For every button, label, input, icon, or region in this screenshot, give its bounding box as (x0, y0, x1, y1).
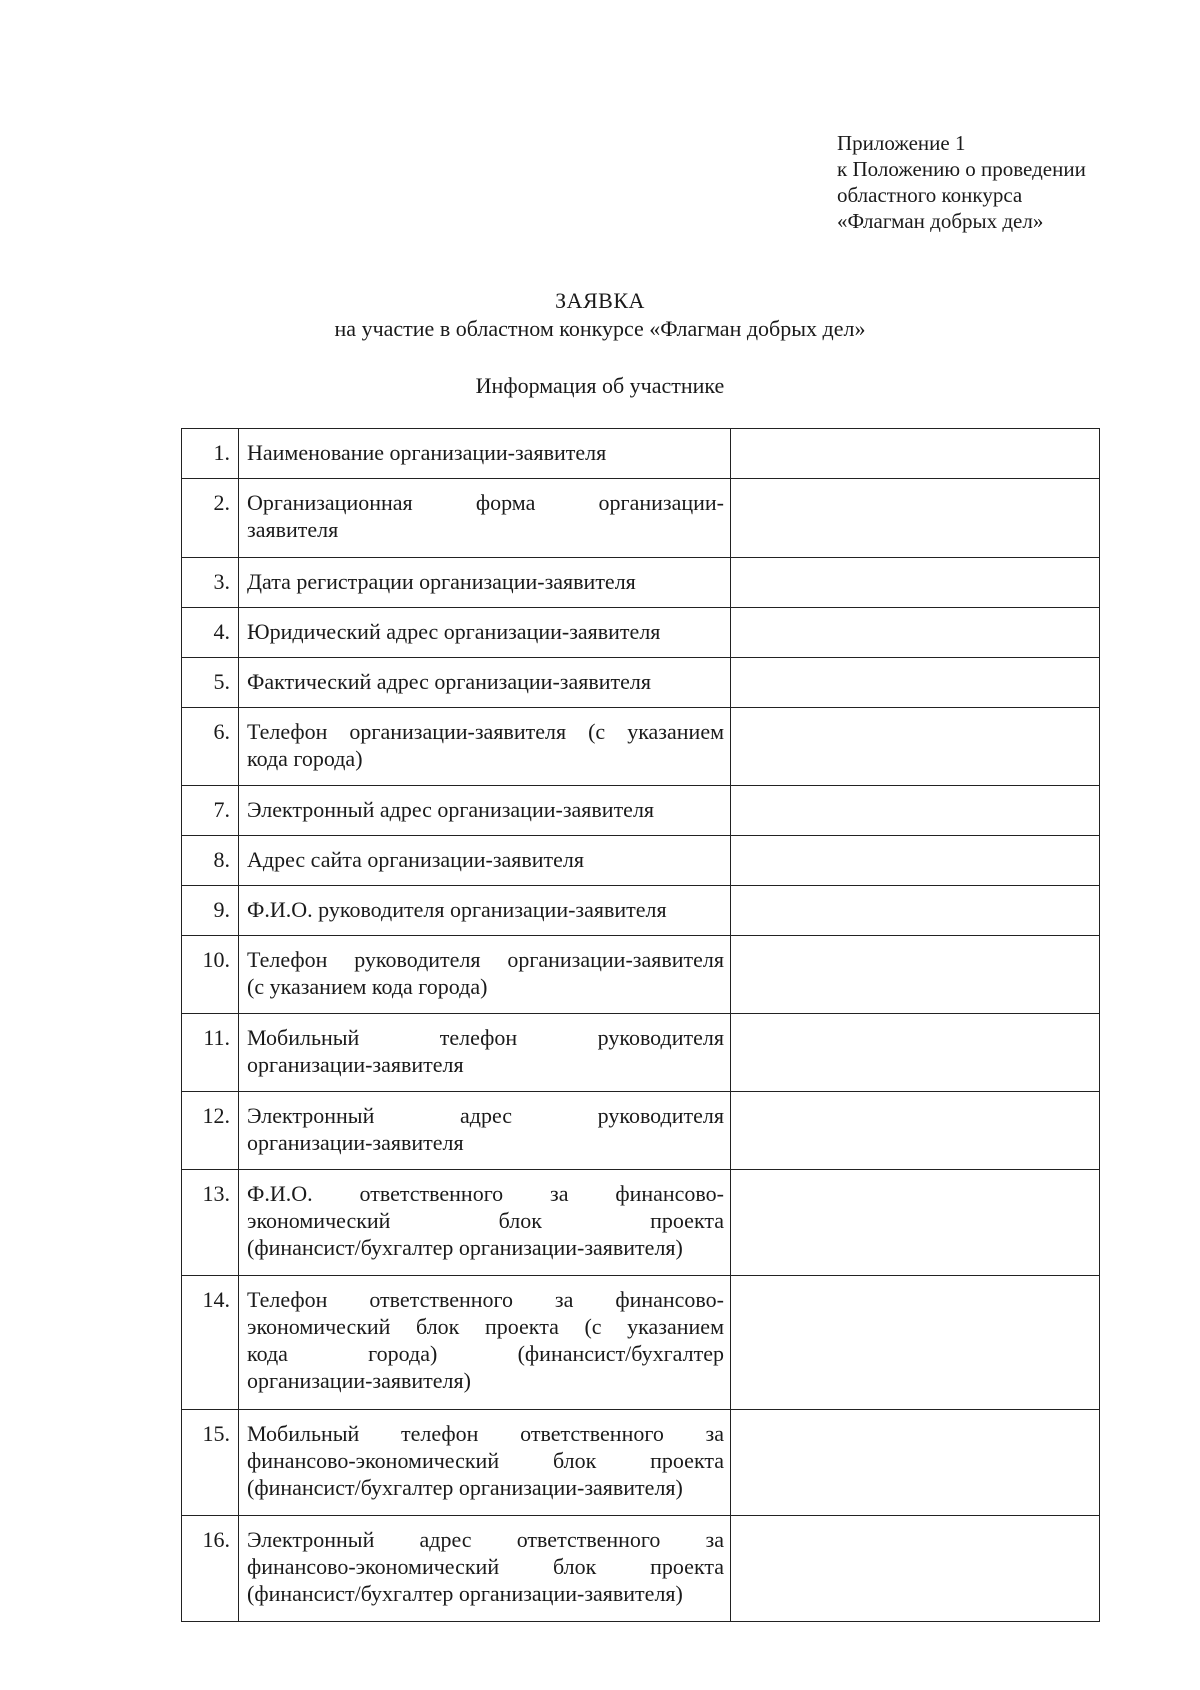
row-label-line: заявителя (247, 517, 339, 542)
table-row (182, 1014, 1100, 1092)
row-label-line: Телефон ответственного за финансово- (247, 1287, 724, 1312)
row-label (239, 936, 731, 1014)
row-label-line: Адрес сайта организации-заявителя (247, 847, 585, 872)
row-label-line: Электронный адрес организации-заявителя (247, 797, 655, 822)
participant-info-table (181, 428, 1100, 1622)
table-row (182, 1516, 1100, 1622)
row-number: 10. (182, 936, 239, 1014)
table-row (182, 786, 1100, 836)
row-value-field[interactable] (731, 658, 1100, 708)
row-label-line: финансово-экономический блок проекта (247, 1448, 724, 1473)
row-label (239, 886, 731, 936)
row-label (239, 1170, 731, 1276)
row-value-field[interactable] (731, 479, 1100, 558)
row-label-line: Телефон организации-заявителя (с указанием (247, 719, 724, 744)
row-number: 14. (182, 1276, 239, 1410)
row-label (239, 1410, 731, 1516)
row-value-field[interactable] (731, 558, 1100, 608)
row-label (239, 558, 731, 608)
row-label-line: (финансист/бухгалтер организации-заявителя) (247, 1235, 683, 1260)
table-row (182, 936, 1100, 1014)
row-number: 9. (182, 886, 239, 936)
row-label-line: Электронный адрес руководителя (247, 1103, 724, 1128)
table-row (182, 708, 1100, 786)
row-label (239, 1014, 731, 1092)
row-label-line: (финансист/бухгалтер организации-заявителя) (247, 1581, 683, 1606)
table-row (182, 1410, 1100, 1516)
row-label-line: кода города) (финансист/бухгалтер (247, 1341, 724, 1366)
row-label (239, 429, 731, 479)
row-value-field[interactable] (731, 1516, 1100, 1622)
row-number: 16. (182, 1516, 239, 1622)
table-row (182, 1276, 1100, 1410)
row-label-line: финансово-экономический блок проекта (247, 1554, 724, 1579)
row-label-line: Электронный адрес ответственного за (247, 1527, 724, 1552)
row-label-line: Телефон руководителя организации-заявителя (247, 947, 724, 972)
row-label (239, 608, 731, 658)
row-label-line: Ф.И.О. руководителя организации-заявителя (247, 897, 667, 922)
row-number: 3. (182, 558, 239, 608)
row-value-field[interactable] (731, 1014, 1100, 1092)
row-label-line: Наименование организации-заявителя (247, 440, 607, 465)
row-number: 11. (182, 1014, 239, 1092)
row-label-line: Мобильный телефон ответственного за (247, 1421, 724, 1446)
row-label (239, 479, 731, 558)
table-row (182, 658, 1100, 708)
row-label-line: Ф.И.О. ответственного за финансово- (247, 1181, 724, 1206)
row-value-field[interactable] (731, 708, 1100, 786)
row-label-line: экономический блок проекта (247, 1208, 724, 1233)
row-value-field[interactable] (731, 1276, 1100, 1410)
table-row (182, 886, 1100, 936)
row-value-field[interactable] (731, 1410, 1100, 1516)
row-label-line: кода города) (247, 746, 363, 771)
row-label (239, 1092, 731, 1170)
section-title: Информация об участнике (475, 373, 725, 398)
row-label (239, 786, 731, 836)
table-row (182, 836, 1100, 886)
row-number: 5. (182, 658, 239, 708)
row-number: 2. (182, 479, 239, 558)
table-row (182, 1170, 1100, 1276)
row-label (239, 1516, 731, 1622)
table-row (182, 558, 1100, 608)
row-label-line: Мобильный телефон руководителя (247, 1025, 724, 1050)
row-number: 12. (182, 1092, 239, 1170)
row-label-line: Организационная форма организации- (247, 490, 724, 515)
appendix-note (837, 130, 1086, 234)
row-label-line: (финансист/бухгалтер организации-заявителя) (247, 1475, 683, 1500)
row-label (239, 836, 731, 886)
row-value-field[interactable] (731, 1092, 1100, 1170)
row-number: 15. (182, 1410, 239, 1516)
row-label-line: организации-заявителя) (247, 1368, 471, 1393)
row-value-field[interactable] (731, 786, 1100, 836)
table-row (182, 429, 1100, 479)
table-row (182, 479, 1100, 558)
table-row (182, 608, 1100, 658)
appendix-line: областного конкурса (837, 183, 1023, 207)
row-label-line: организации-заявителя (247, 1052, 464, 1077)
row-label-line: Фактический адрес организации-заявителя (247, 669, 651, 694)
row-label (239, 658, 731, 708)
document-subtitle: на участие в областном конкурсе «Флагман добрых дел» (334, 316, 866, 341)
document-title: ЗАЯВКА (555, 288, 645, 313)
row-number: 1. (182, 429, 239, 479)
row-number: 8. (182, 836, 239, 886)
appendix-line: «Флагман добрых дел» (837, 209, 1044, 233)
row-value-field[interactable] (731, 936, 1100, 1014)
row-number: 6. (182, 708, 239, 786)
table-row (182, 1092, 1100, 1170)
row-number: 4. (182, 608, 239, 658)
row-value-field[interactable] (731, 886, 1100, 936)
row-label-line: Юридический адрес организации-заявителя (247, 619, 661, 644)
row-value-field[interactable] (731, 608, 1100, 658)
row-label-line: организации-заявителя (247, 1130, 464, 1155)
row-label-line: Дата регистрации организации-заявителя (247, 569, 636, 594)
row-number: 13. (182, 1170, 239, 1276)
row-number: 7. (182, 786, 239, 836)
appendix-line: Приложение 1 (837, 131, 966, 155)
appendix-line: к Положению о проведении (837, 157, 1086, 181)
row-label-line: экономический блок проекта (с указанием (247, 1314, 724, 1339)
row-value-field[interactable] (731, 429, 1100, 479)
row-label (239, 708, 731, 786)
row-value-field[interactable] (731, 836, 1100, 886)
row-value-field[interactable] (731, 1170, 1100, 1276)
row-label-line: (с указанием кода города) (247, 974, 488, 999)
row-label (239, 1276, 731, 1410)
